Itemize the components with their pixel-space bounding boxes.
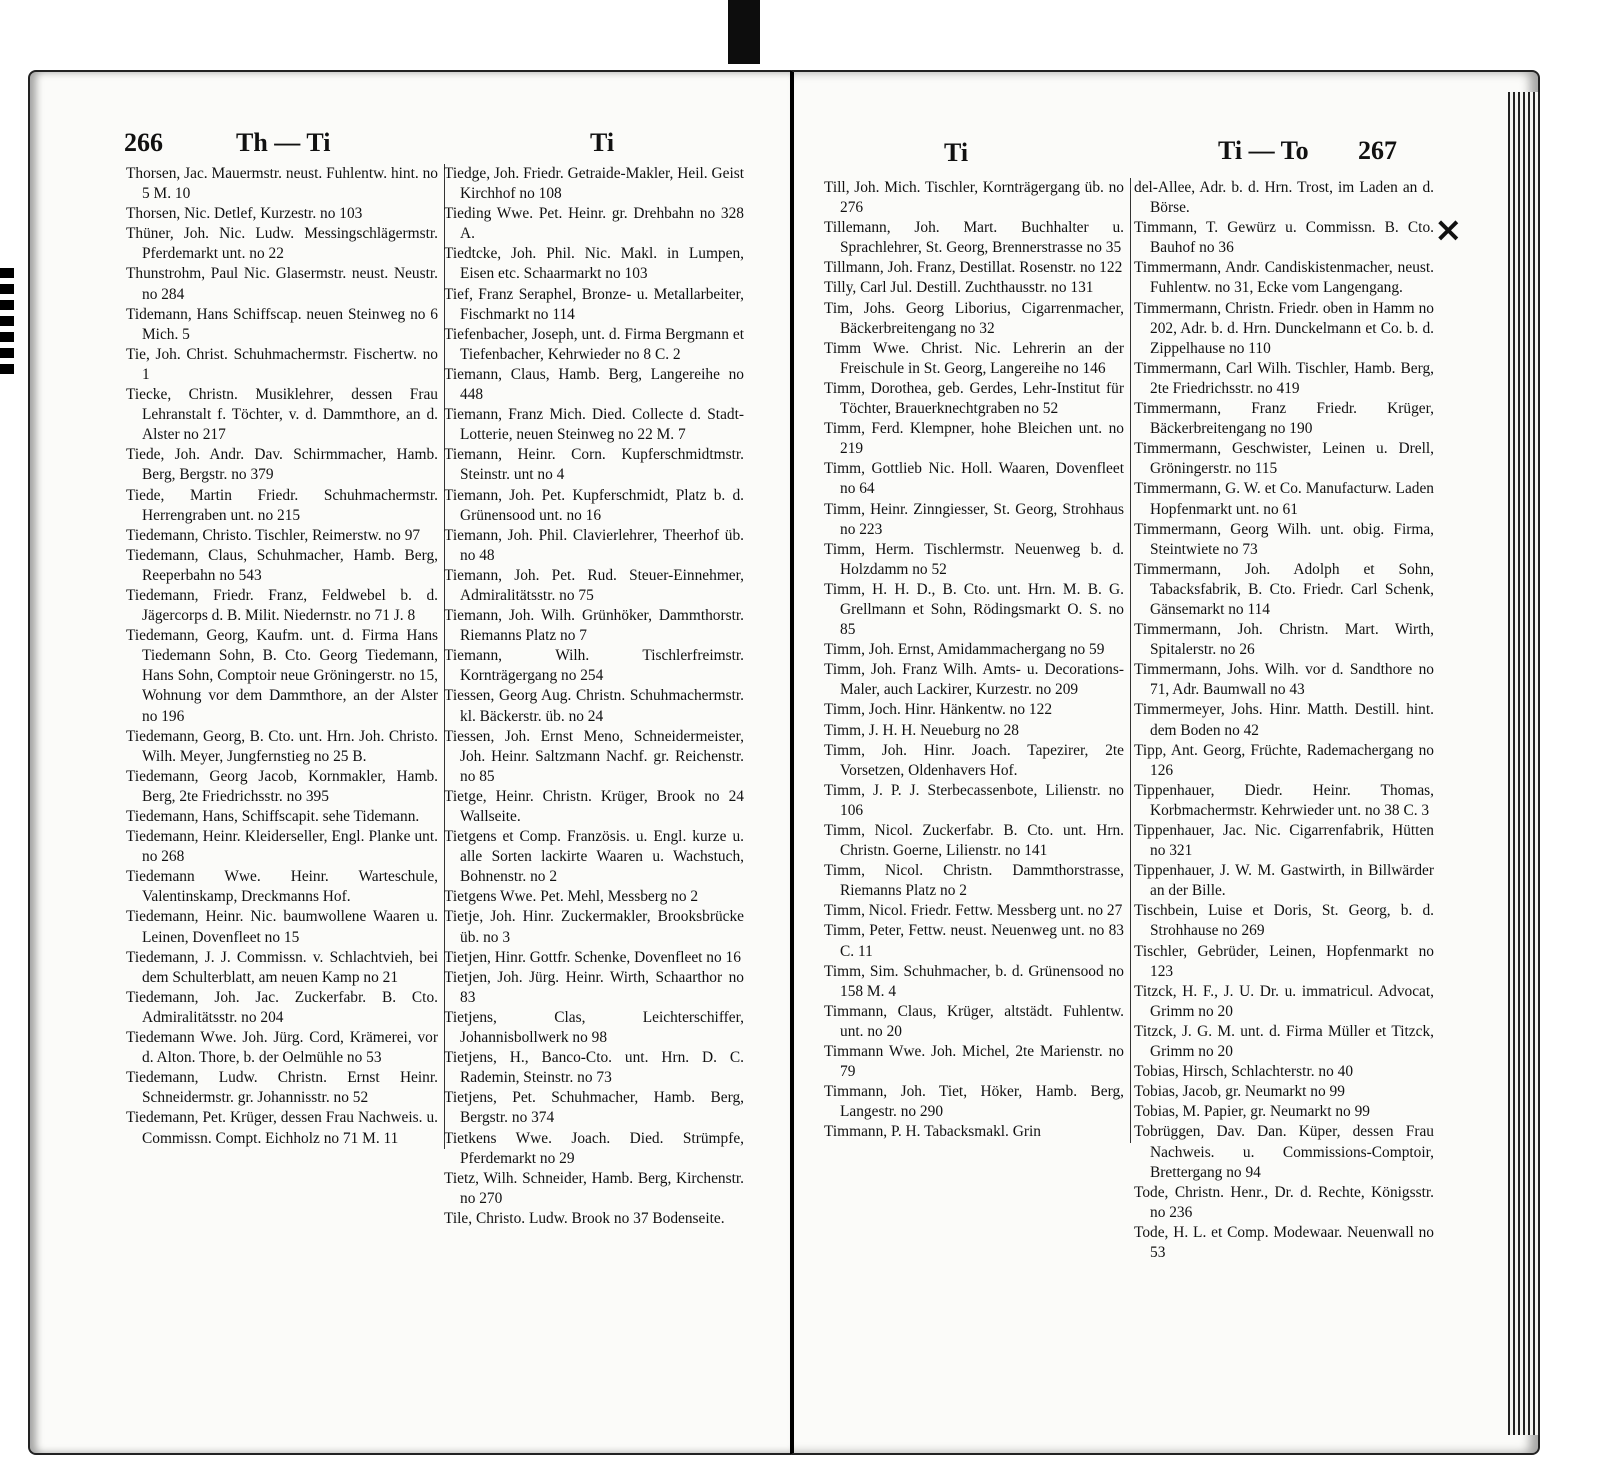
directory-entry: Timmermeyer, Johs. Hinr. Matth. Destill. hint. dem Boden no 42 [1134, 701, 1434, 739]
directory-entry: Tiecke, Christn. Musiklehrer, dessen Frau Lehranstalt f. Töchter, v. d. Dammthore, an d. Alster no 217 [126, 386, 438, 444]
directory-entry: Timm, Nicol. Zuckerfabr. B. Cto. unt. Hrn. Christn. Goerne, Lilienstr. no 141 [824, 822, 1124, 860]
directory-entry: Tode, H. L. et Comp. Modewaar. Neuenwall no 53 [1134, 1223, 1434, 1261]
top-tab-marker [728, 0, 760, 64]
directory-entry: Tietjens, Pet. Schuhmacher, Hamb. Berg, Bergstr. no 374 [444, 1089, 744, 1127]
directory-entry: Tobias, Hirsch, Schlachterstr. no 40 [1134, 1063, 1354, 1081]
directory-entry: Tiedemann Wwe. Joh. Jürg. Cord, Krämerei, vor d. Alton. Thore, b. der Oelmühle no 53 [126, 1029, 438, 1067]
directory-entry: Tippenhauer, Jac. Nic. Cigarrenfabrik, Hütten no 321 [1134, 822, 1434, 860]
left-page [28, 70, 790, 1455]
directory-entry: Tiedemann, Heinr. Kleiderseller, Engl. Planke unt. no 268 [126, 828, 438, 866]
directory-entry: Tiedemann Wwe. Heinr. Warteschule, Valentinskamp, Dreckmanns Hof. [126, 868, 438, 906]
directory-entry: Timm, Herm. Tischlermstr. Neuenweg b. d. Holzdamm no 52 [824, 540, 1124, 578]
directory-entry: Tiemann, Wilh. Tischlerfreimstr. Kornträgergang no 254 [444, 647, 744, 685]
directory-entry: Tiedemann, Pet. Krüger, dessen Frau Nachweis. u. Commissn. Compt. Eichholz no 71 M. 11 [126, 1109, 438, 1147]
directory-entry: Tile, Christo. Ludw. Brook no 37 Bodenseite. [444, 1209, 725, 1227]
directory-entry: Timmermann, G. W. et Co. Manufacturw. Laden Hopfenmarkt unt. no 61 [1134, 480, 1434, 518]
directory-entry: Tietjen, Joh. Jürg. Heinr. Wirth, Schaarthor no 83 [444, 968, 744, 1006]
directory-entry: Tobrüggen, Dav. Dan. Küper, dessen Frau Nachweis. u. Commissions-Comptoir, Brettergang no 94 [1134, 1123, 1434, 1181]
directory-entry: Tiedemann, Heinr. Nic. baumwollene Waaren u. Leinen, Dovenfleet no 15 [126, 908, 438, 946]
directory-entry: Tietgens et Comp. Französis. u. Engl. kurze u. alle Sorten lackirte Waaren u. Wachstuch, Bohnenstr. no 2 [444, 828, 744, 886]
directory-entry: Titzck, J. G. M. unt. d. Firma Müller et Titzck, Grimm no 20 [1134, 1022, 1434, 1061]
directory-entry: Timmermann, Carl Wilh. Tischler, Hamb. Berg, 2te Friedrichsstr. no 419 [1134, 359, 1434, 397]
directory-entry: Timmermann, Christn. Friedr. oben in Hamm no 202, Adr. b. d. Hrn. Dunckelmann et Co. b. d. Zippelhause no 110 [1134, 299, 1434, 357]
directory-entry: Titzck, H. F., J. U. Dr. u. immatricul. Advocat, Grimm no 20 [1134, 982, 1434, 1020]
directory-entry: Timm, Joh. Ernst, Amidammachergang no 59 [824, 641, 1105, 659]
directory-entry: Tiedemann, Claus, Schuhmacher, Hamb. Berg, Reeperbahn no 543 [126, 546, 438, 584]
directory-entry: Tiedemann, Joh. Jac. Zuckerfabr. B. Cto. Admiralitätsstr. no 204 [126, 988, 438, 1026]
directory-entry: del-Allee, Adr. b. d. Hrn. Trost, im Laden an d. Börse. [1134, 179, 1434, 217]
open-book [28, 70, 1568, 1455]
directory-entry: Tiedemann, Georg, B. Cto. unt. Hrn. Joh. Christo. Wilh. Meyer, Jungfernstieg no 25 B. [126, 727, 438, 765]
directory-entry: Timm, J. H. H. Neueburg no 28 [824, 721, 1019, 739]
directory-entry: Timmann Wwe. Joh. Michel, 2te Marienstr. no 79 [824, 1043, 1124, 1081]
directory-entry: Tiessen, Joh. Ernst Meno, Schneidermeister, Joh. Heinr. Saltzmann Nachf. gr. Reichenstr. no 85 [444, 727, 744, 785]
left-column-1 [126, 164, 445, 1149]
directory-entry: Tiemann, Joh. Phil. Clavierlehrer, Theerhof üb. no 48 [444, 526, 744, 564]
directory-entry: Timmann, Joh. Tiet, Höker, Hamb. Berg, Langestr. no 290 [824, 1083, 1124, 1121]
directory-entry: Tief, Franz Seraphel, Bronze- u. Metallarbeiter, Fischmarkt no 114 [444, 285, 744, 323]
directory-entry: Timm, Joh. Hinr. Joach. Tapezirer, 2te Vorsetzen, Oldenhavers Hof. [824, 741, 1124, 779]
directory-entry: Tietjen, Hinr. Gottfr. Schenke, Dovenfleet no 16 [444, 948, 741, 966]
directory-entry: Timmermann, Joh. Adolph et Sohn, Tabacksfabrik, B. Cto. Friedr. Carl Schenk, Gänsemarkt no 114 [1134, 560, 1434, 618]
directory-entry: Tietjens, H., Banco-Cto. unt. Hrn. D. C. Rademin, Steinstr. no 73 [444, 1049, 744, 1087]
directory-entry: Tieding Wwe. Pet. Heinr. gr. Drehbahn no 328 A. [444, 205, 744, 243]
directory-entry: Thorsen, Jac. Mauermstr. neust. Fuhlentw. hint. no 5 M. 10 [126, 165, 438, 203]
directory-entry: Tobias, M. Papier, gr. Neumarkt no 99 [1134, 1103, 1370, 1121]
directory-entry: Tipp, Ant. Georg, Früchte, Rademachergang no 126 [1134, 741, 1434, 779]
directory-entry: Tiede, Martin Friedr. Schuhmachermstr. Herrengraben unt. no 215 [126, 486, 438, 524]
left-page-number: 266 [124, 128, 163, 157]
directory-entry: Timm Wwe. Christ. Nic. Lehrerin an der Freischule in St. Georg, Langereihe no 146 [824, 339, 1124, 377]
right-head-range: Ti — To [1218, 136, 1309, 165]
directory-entry: Tiessen, Georg Aug. Christn. Schuhmachermstr. kl. Bäckerstr. üb. no 24 [444, 687, 744, 725]
directory-entry: Timmermann, Franz Friedr. Krüger, Bäckerbreitengang no 190 [1134, 400, 1434, 438]
directory-entry: Tiedemann, Georg Jacob, Kornmakler, Hamb. Berg, 2te Friedrichsstr. no 395 [126, 767, 438, 805]
right-running-head [794, 128, 1540, 167]
directory-entry: Tiedemann, Ludw. Christn. Ernst Heinr. Schneidermstr. gr. Johannisstr. no 52 [126, 1069, 438, 1107]
directory-entry: Tiemann, Franz Mich. Died. Collecte d. Stadt-Lotterie, neuen Steinweg no 22 M. 7 [444, 406, 744, 444]
directory-entry: Thunstrohm, Paul Nic. Glasermstr. neust. Neustr. no 284 [126, 265, 438, 303]
directory-entry: Timmann, P. H. Tabacksmakl. Grin [824, 1123, 1041, 1141]
directory-entry: Tiede, Joh. Andr. Dav. Schirmmacher, Hamb. Berg, Bergstr. no 379 [126, 446, 438, 484]
right-column-1 [824, 178, 1131, 1143]
directory-entry: Thorsen, Nic. Detlef, Kurzestr. no 103 [126, 205, 363, 223]
directory-entry: Timmermann, Georg Wilh. unt. obig. Firma, Steintwiete no 73 [1134, 520, 1434, 558]
directory-entry: Tiemann, Joh. Pet. Kupferschmidt, Platz b. d. Grünensood unt. no 16 [444, 486, 744, 524]
right-page-number: 267 [1358, 136, 1397, 165]
right-column-2 [1134, 178, 1434, 1263]
directory-entry: Tidemann, Hans Schiffscap. neuen Steinweg no 6 Mich. 5 [126, 305, 438, 343]
page-edges [1508, 92, 1538, 1435]
directory-entry: Tiemann, Joh. Pet. Rud. Steuer-Einnehmer, Admiralitätsstr. no 75 [444, 566, 744, 604]
directory-entry: Tiedemann, Christo. Tischler, Reimerstw. no 97 [126, 526, 421, 544]
directory-entry: Tietjens, Clas, Leichterschiffer, Johannisbollwerk no 98 [444, 1008, 744, 1047]
left-running-head [30, 128, 790, 162]
left-column-2 [444, 164, 744, 1229]
right-page [790, 70, 1540, 1455]
directory-entry: Timm, Dorothea, geb. Gerdes, Lehr-Institut für Töchter, Brauerknechtgraben no 52 [824, 379, 1124, 418]
directory-entry: Timm, Joh. Franz Wilh. Amts- u. Decorations-Maler, auch Lackirer, Kurzestr. no 209 [824, 661, 1124, 699]
directory-entry: Tietje, Joh. Hinr. Zuckermakler, Brooksbrücke üb. no 3 [444, 908, 744, 946]
directory-entry: Timm, Gottlieb Nic. Holl. Waaren, Dovenfleet no 64 [824, 460, 1124, 498]
directory-entry: Timmermann, Johs. Wilh. vor d. Sandthore no 71, Adr. Baumwall no 43 [1134, 661, 1434, 699]
marginal-x-mark: × [1434, 210, 1463, 250]
directory-entry: Tietz, Wilh. Schneider, Hamb. Berg, Kirchenstr. no 270 [444, 1169, 744, 1207]
directory-entry: Tie, Joh. Christ. Schuhmachermstr. Fischertw. no 1 [126, 345, 438, 383]
directory-entry: Tiefenbacher, Joseph, unt. d. Firma Bergmann et Tiefenbacher, Kehrwieder no 8 C. 2 [444, 325, 744, 363]
directory-entry: Tippenhauer, Diedr. Heinr. Thomas, Korbmachermstr. Kehrwieder unt. no 38 C. 3 [1134, 781, 1434, 819]
directory-entry: Timm, Nicol. Friedr. Fettw. Messberg unt. no 27 [824, 902, 1123, 920]
directory-entry: Tilly, Carl Jul. Destill. Zuchthausstr. no 131 [824, 279, 1094, 297]
directory-entry: Tillemann, Joh. Mart. Buchhalter u. Sprachlehrer, St. Georg, Brennerstrasse no 35 [824, 219, 1124, 257]
directory-entry: Tiedemann, J. J. Commissn. v. Schlachtvieh, bei dem Schulterblatt, am neuen Kamp no 21 [126, 948, 438, 986]
left-head-range: Th — Ti [236, 128, 331, 157]
directory-entry: Tiemann, Heinr. Corn. Kupferschmidtmstr. Steinstr. unt no 4 [444, 446, 744, 484]
directory-entry: Tiedge, Joh. Friedr. Getraide-Makler, Heil. Geist Kirchhof no 108 [444, 165, 744, 203]
directory-entry: Timmann, T. Gewürz u. Commissn. B. Cto. Bauhof no 36 [1134, 219, 1434, 257]
directory-entry: Tietgens Wwe. Pet. Mehl, Messberg no 2 [444, 888, 699, 906]
left-edge-marks [0, 268, 14, 378]
directory-entry: Timm, Sim. Schuhmacher, b. d. Grünensood no 158 M. 4 [824, 962, 1124, 1000]
right-head-letters: Ti [944, 138, 969, 167]
directory-entry: Tode, Christn. Henr., Dr. d. Rechte, Königsstr. no 236 [1134, 1183, 1434, 1221]
directory-entry: Tippenhauer, J. W. M. Gastwirth, in Billwärder an der Bille. [1134, 862, 1434, 900]
directory-entry: Tiedtcke, Joh. Phil. Nic. Makl. in Lumpen, Eisen etc. Schaarmarkt no 103 [444, 245, 744, 283]
left-head-letters: Ti [590, 128, 615, 157]
directory-entry: Timm, H. H. D., B. Cto. unt. Hrn. M. B. G. Grellmann et Sohn, Rödingsmarkt O. S. no 85 [824, 580, 1124, 639]
directory-entry: Tietge, Heinr. Christn. Krüger, Brook no 24 Wallseite. [444, 787, 744, 825]
directory-entry: Timm, J. P. J. Sterbecassenbote, Lilienstr. no 106 [824, 781, 1124, 819]
directory-entry: Timm, Peter, Fettw. neust. Neuenweg unt. no 83 C. 11 [824, 922, 1124, 960]
directory-entry: Tiemann, Claus, Hamb. Berg, Langereihe no 448 [444, 365, 744, 404]
directory-entry: Timmermann, Andr. Candiskistenmacher, neust. Fuhlentw. no 31, Ecke vom Langengang. [1134, 259, 1434, 297]
directory-entry: Timmermann, Geschwister, Leinen u. Drell, Gröningerstr. no 115 [1134, 440, 1434, 478]
directory-entry: Tim, Johs. Georg Liborius, Cigarrenmacher, Bäckerbreitengang no 32 [824, 299, 1124, 337]
directory-entry: Tobias, Jacob, gr. Neumarkt no 99 [1134, 1083, 1345, 1101]
directory-entry: Timm, Heinr. Zinngiesser, St. Georg, Strohhaus no 223 [824, 500, 1124, 538]
directory-entry: Timm, Joch. Hinr. Hänkentw. no 122 [824, 701, 1053, 719]
directory-entry: Timmann, Claus, Krüger, altstädt. Fuhlentw. unt. no 20 [824, 1002, 1124, 1040]
directory-entry: Tiedemann, Friedr. Franz, Feldwebel b. d. Jägercorps d. B. Milit. Niedernstr. no 71 J. 8 [126, 586, 438, 625]
directory-entry: Tiedemann, Georg, Kaufm. unt. d. Firma Hans Tiedemann Sohn, B. Cto. Georg Tiedemann, Hans Sohn, Comptoir neue Gröningerstr. no 15, Wohnung vor dem Dammthore, an der Alster no 196 [126, 627, 438, 725]
directory-entry: Thüner, Joh. Nic. Ludw. Messingschlägermstr. Pferdemarkt unt. no 22 [126, 225, 438, 263]
directory-entry: Tiemann, Joh. Wilh. Grünhöker, Dammthorstr. Riemanns Platz no 7 [444, 607, 744, 645]
directory-entry: Till, Joh. Mich. Tischler, Kornträgergang üb. no 276 [824, 179, 1124, 217]
directory-entry: Tiedemann, Hans, Schiffscapit. sehe Tidemann. [126, 808, 420, 825]
directory-entry: Timm, Nicol. Christn. Dammthorstrasse, Riemanns Platz no 2 [824, 862, 1124, 900]
directory-entry: Timmermann, Joh. Christn. Mart. Wirth, Spitalerstr. no 26 [1134, 621, 1434, 659]
directory-entry: Tietkens Wwe. Joach. Died. Strümpfe, Pferdemarkt no 29 [444, 1129, 744, 1167]
directory-entry: Tischler, Gebrüder, Leinen, Hopfenmarkt no 123 [1134, 942, 1434, 980]
directory-entry: Timm, Ferd. Klempner, hohe Bleichen unt. no 219 [824, 420, 1124, 458]
directory-entry: Tischbein, Luise et Doris, St. Georg, b. d. Strohhause no 269 [1134, 902, 1434, 940]
directory-entry: Tillmann, Joh. Franz, Destillat. Rosenstr. no 122 [824, 259, 1123, 277]
